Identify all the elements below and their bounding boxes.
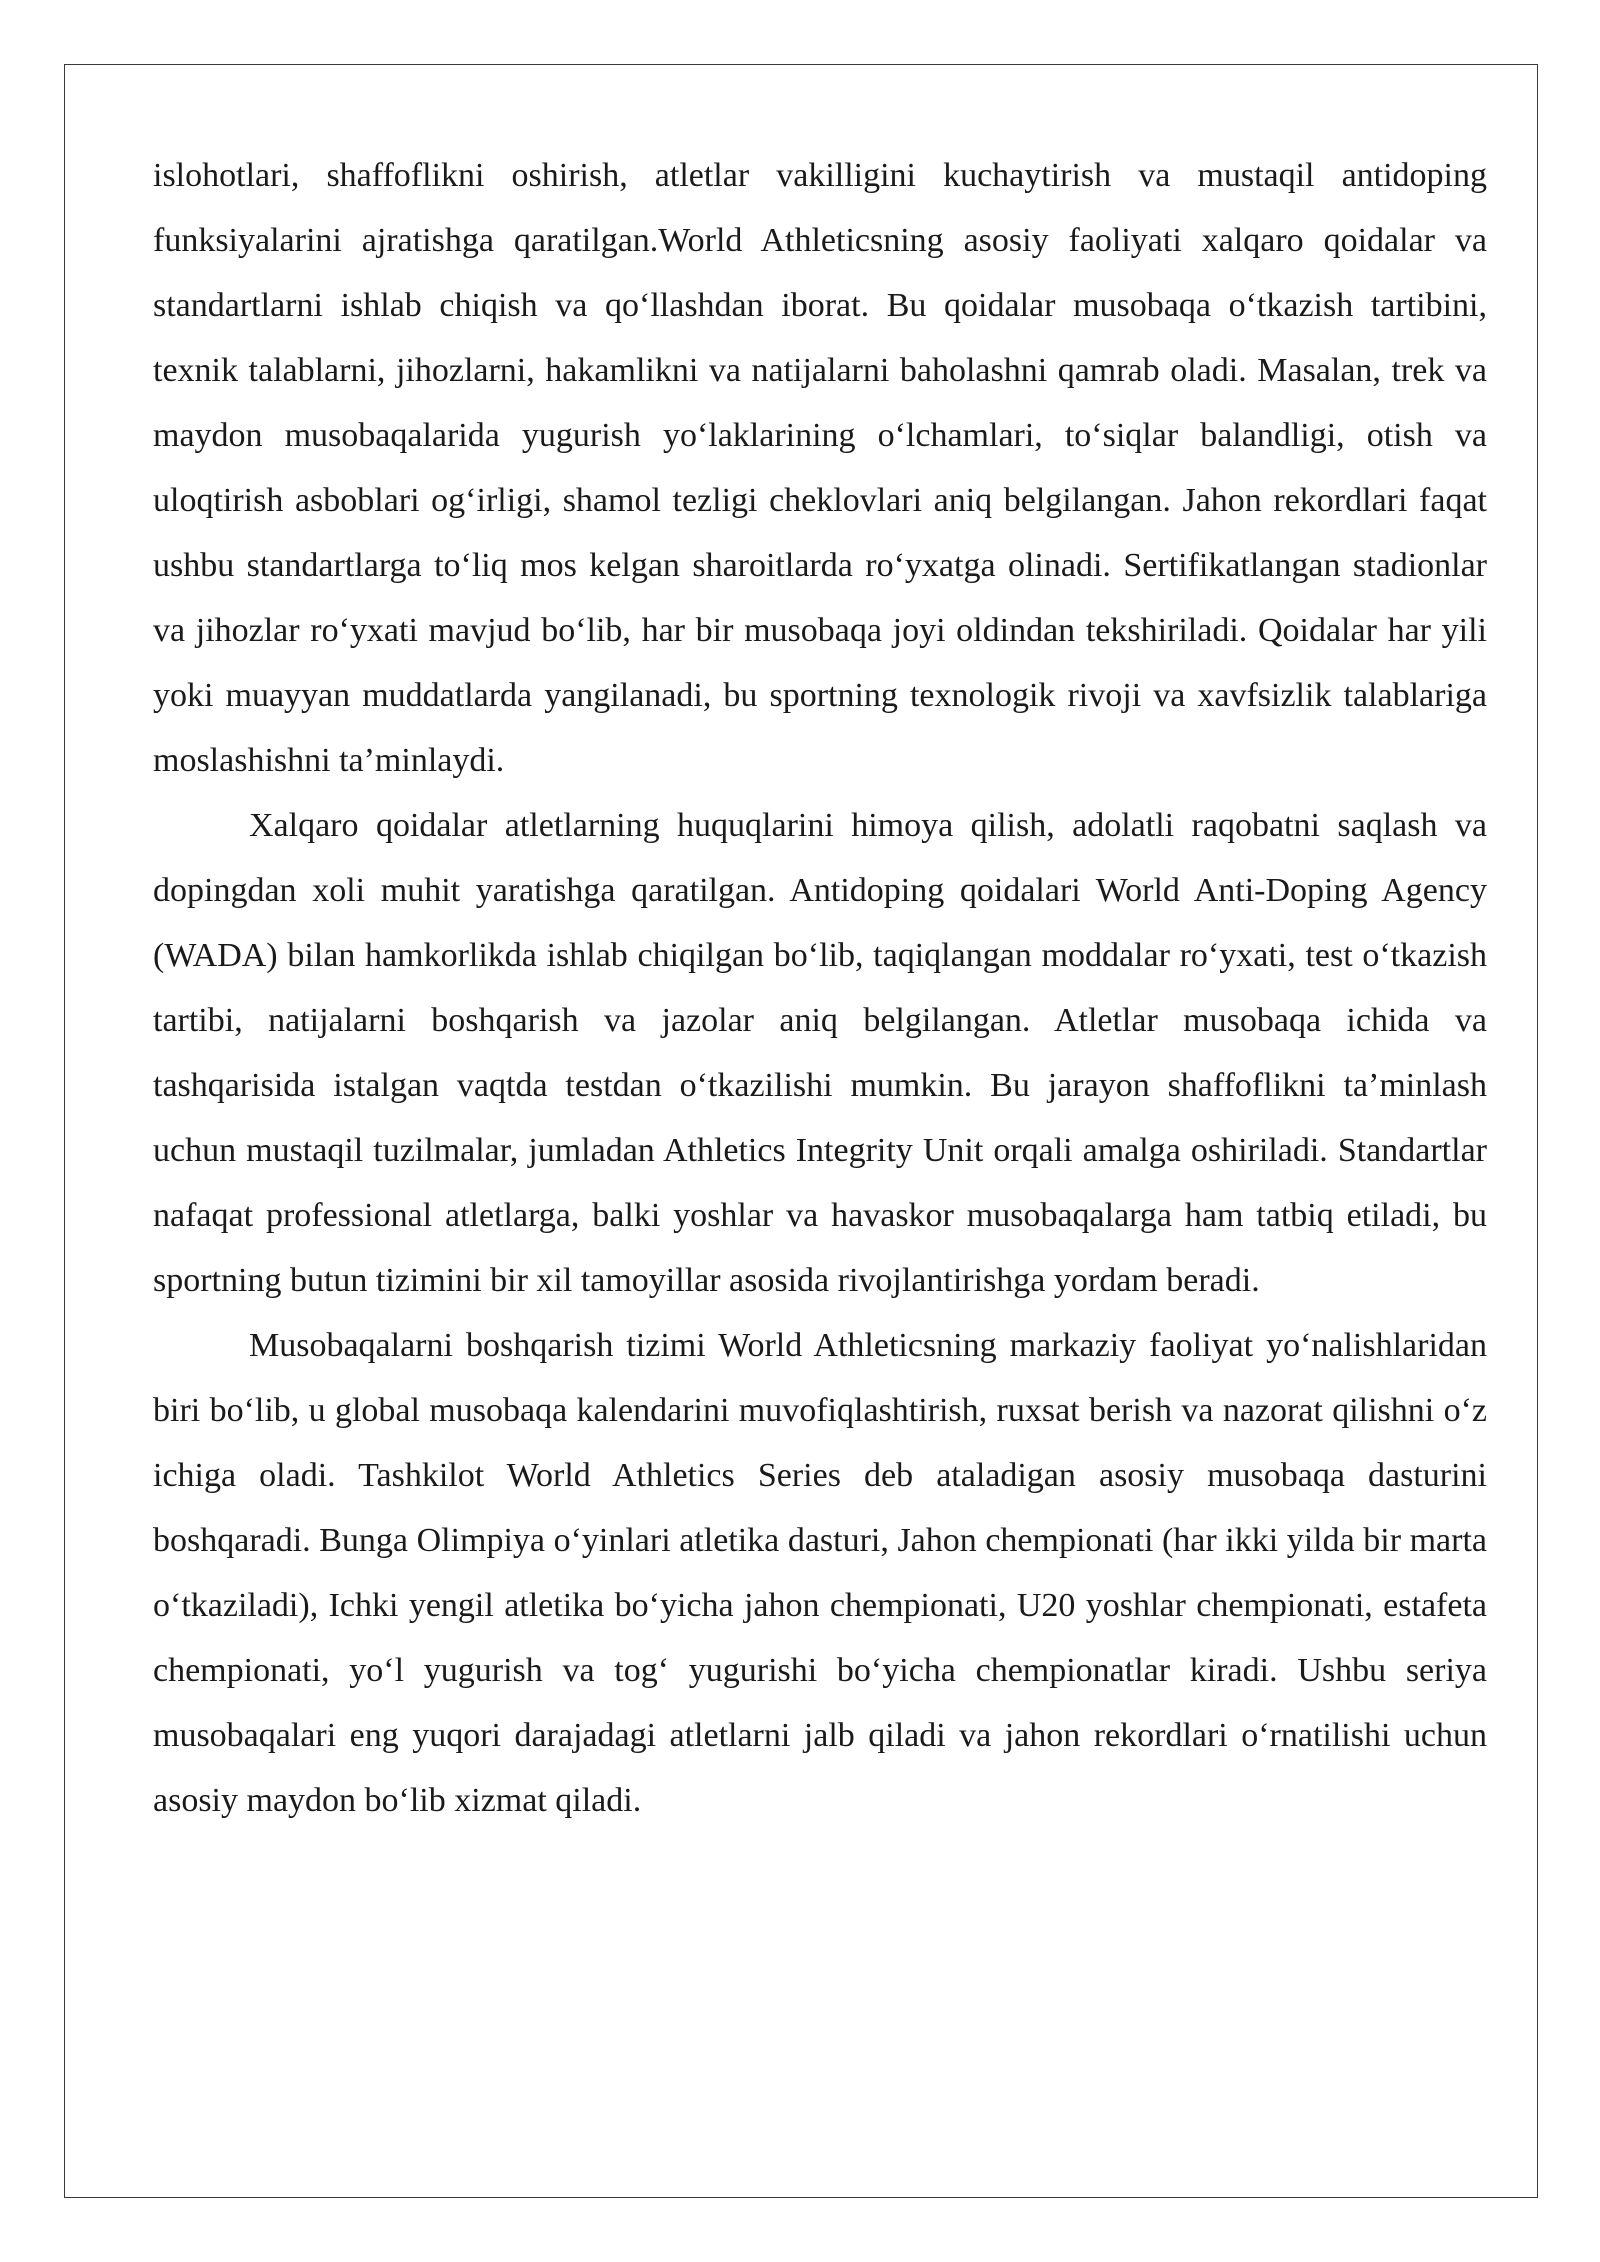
paragraph-3: Musobaqalarni boshqarish tizimi World Athleticsning markaziy faoliyat yo‘nalishlaridan biri bo‘lib, u global musobaqa kalendarini muvofiqlashtirish, ruxsat berish va nazorat qilishni o‘z ichiga oladi. Tashkilot World Athletics Series deb ataladigan asosiy musobaqa dasturini boshqaradi. Bunga Olimpiya o‘yinlari atletika dasturi, Jahon chempionati (har ikki yilda bir marta o‘tkaziladi), Ichki yengil atletika bo‘yicha jahon chempionati, U20 yoshlar chempionati, estafeta chempionati, yo‘l yugurish va tog‘ yugurishi bo‘yicha chempionatlar kiradi. Ushbu seriya musobaqalari eng yuqori darajadagi atletlarni jalb qiladi va jahon rekordlari o‘rnatilishi uchun asosiy maydon bo‘lib xizmat qiladi. — [153, 1327, 1487, 1819]
paragraph-2: Xalqaro qoidalar atletlarning huquqlarini himoya qilish, adolatli raqobatni saqlash va dopingdan xoli muhit yaratishga qaratilgan. Antidoping qoidalari World Anti-Doping Agency (WADA) bilan hamkorlikda ishlab chiqilgan bo‘lib, taqiqlangan moddalar ro‘yxati, test o‘tkazish tartibi, natijalarni boshqarish va jazolar aniq belgilangan. Atletlar musobaqa ichida va tashqarisida istalgan vaqtda testdan o‘tkazilishi mumkin. Bu jarayon shaffoflikni ta’minlash uchun mustaqil tuzilmalar, jumladan Athletics Integrity Unit orqali amalga oshiriladi. Standartlar nafaqat professional atletlarga, balki yoshlar va havaskor musobaqalarga ham tatbiq etiladi, bu sportning butun tizimini bir xil tamoyillar asosida rivojlantirishga yordam beradi. — [153, 807, 1487, 1299]
document-body — [153, 143, 1487, 1833]
paragraph-1: islohotlari, shaffoflikni oshirish, atletlar vakilligini kuchaytirish va mustaqil antidoping funksiyalarini ajratishga qaratilgan.World Athleticsning asosiy faoliyati xalqaro qoidalar va standartlarni ishlab chiqish va qo‘llashdan iborat. Bu qoidalar musobaqa o‘tkazish tartibini, texnik talablarni, jihozlarni, hakamlikni va natijalarni baholashni qamrab oladi. Masalan, trek va maydon musobaqalarida yugurish yo‘laklarining o‘lchamlari, to‘siqlar balandligi, otish va uloqtirish asboblari og‘irligi, shamol tezligi cheklovlari aniq belgilangan. Jahon rekordlari faqat ushbu standartlarga to‘liq mos kelgan sharoitlarda ro‘yxatga olinadi. Sertifikatlangan stadionlar va jihozlar ro‘yxati mavjud bo‘lib, har bir musobaqa joyi oldindan tekshiriladi. Qoidalar har yili yoki muayyan muddatlarda yangilanadi, bu sportning texnologik rivoji va xavfsizlik talablariga moslashishni ta’minlaydi. — [153, 157, 1487, 779]
